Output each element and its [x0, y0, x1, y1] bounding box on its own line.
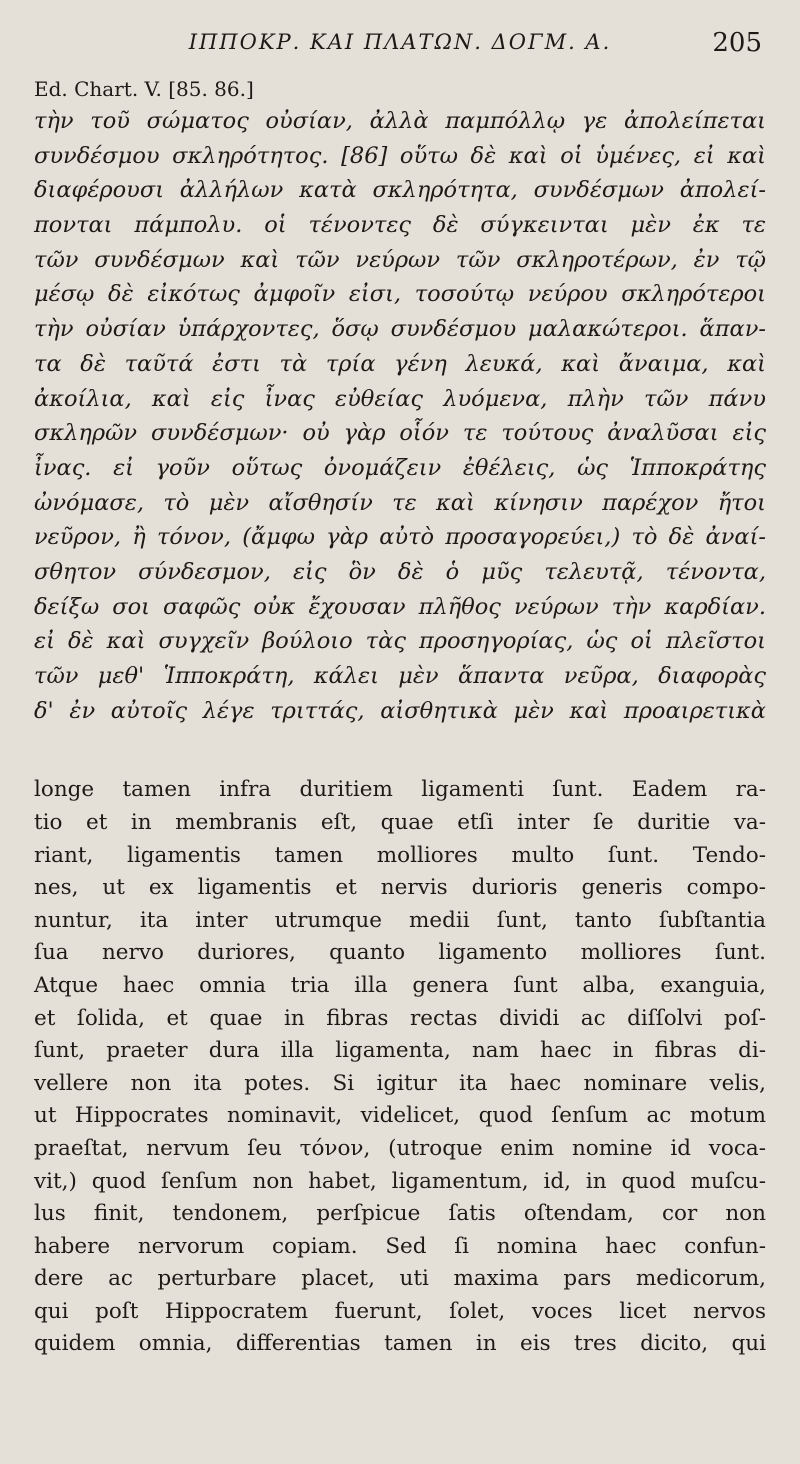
latin-text-block [34, 774, 766, 1361]
latin-line: lus finit, tendonem, perſpicue ſatis oſtendam, cor non [34, 1201, 766, 1227]
greek-line: τῶν μεθ' Ἱπποκράτη, κάλει μὲν ἅπαντα νεῦρα, διαφορὰς [34, 663, 766, 689]
greek-line: ἶνας. εἰ γοῦν οὕτως ὀνομάζειν ἐθέλεις, ὡς Ἱπποκράτης [34, 454, 766, 481]
greek-line: ἀκοίλια, καὶ εἰς ἶνας εὐθείας λυόμενα, πλὴν τῶν πάνυ [34, 385, 766, 412]
greek-line: σθητον σύνδεσμον, εἰς ὃν δὲ ὁ μῦς τελευτᾷ, τένοντα, [34, 558, 766, 585]
greek-line: τὴν τοῦ σώματος οὐσίαν, ἀλλὰ παμπόλλῳ γε ἀπολείπεται [34, 108, 766, 134]
latin-line: ſua nervo duriores, quanto ligamento molliores ſunt. [34, 940, 766, 966]
latin-line: Atque haec omnia tria illa genera ſunt alba, exanguia, [34, 972, 766, 998]
greek-line: νεῦρον, ἢ τόνον, (ἄμφω γὰρ αὐτὸ προσαγορεύει,) τὸ δὲ ἀναί- [34, 524, 766, 551]
latin-line: ſunt, praeter dura illa ligamenta, nam haec in fibras di- [34, 1038, 766, 1064]
running-title: ΙΠΠΟΚΡ. ΚΑΙ ΠΛΑΤΩΝ. ΔΟΓΜ. Α. [188, 30, 612, 54]
greek-line: τῶν συνδέσμων καὶ τῶν νεύρων τῶν σκληροτέρων, ἐν τῷ [34, 246, 766, 273]
greek-line: δείξω σοι σαφῶς οὐκ ἔχουσαν πλῆθος νεύρων τὴν καρδίαν. [34, 593, 766, 620]
greek-line: εἰ δὲ καὶ συγχεῖν βούλοιο τὰς προσηγορίας, ὡς οἱ πλεῖστοι [34, 628, 766, 655]
greek-line: ὠνόμασε, τὸ μὲν αἴσθησίν τε καὶ κίνησιν παρέχον ἤτοι [34, 489, 766, 516]
latin-line: qui poſt Hippocratem fuerunt, ſolet, voces licet nervos [34, 1298, 766, 1324]
latin-line: tio et in membranis eſt, quae etſi inter ſe duritie va- [34, 809, 766, 835]
latin-line: habere nervorum copiam. Sed ſi nomina haec confun- [34, 1233, 766, 1259]
greek-line: τα δὲ ταῦτά ἐστι τὰ τρία γένη λευκά, καὶ ἄναιμα, καὶ [34, 350, 766, 377]
latin-line: dere ac perturbare placet, uti maxima pars medicorum, [34, 1266, 766, 1292]
latin-line: longe tamen infra duritiem ligamenti ſunt. Eadem ra- [34, 777, 766, 803]
greek-line: διαφέρουσι ἀλλήλων κατὰ σκληρότητα, συνδέσμων ἀπολεί- [34, 177, 766, 204]
latin-line: quidem omnia, differentias tamen in eis tres dicito, qui [34, 1331, 766, 1357]
greek-line: πονται πάμπολυ. οἱ τένοντες δὲ σύγκεινται μὲν ἐκ τε [34, 212, 766, 239]
latin-line: nuntur, ita inter utrumque medii ſunt, tanto ſubſtantia [34, 907, 766, 933]
edition-reference: Ed. Chart. V. [85. 86.] [34, 77, 254, 101]
greek-text-block [34, 104, 766, 728]
latin-line: praeſtat, nervum ſeu τόνον, (utroque enim nomine id voca- [34, 1135, 766, 1161]
greek-line: συνδέσμου σκληρότητος. [86] οὕτω δὲ καὶ οἱ ὑμένες, εἰ καὶ [34, 142, 766, 169]
latin-line: nes, ut ex ligamentis et nervis durioris generis compo- [34, 875, 766, 901]
greek-line: τὴν οὐσίαν ὑπάρχοντες, ὅσῳ συνδέσμου μαλακώτεροι. ἅπαν- [34, 316, 766, 343]
page-header [34, 0, 766, 64]
greek-line: δ' ἐν αὐτοῖς λέγε τριττάς, αἰσθητικὰ μὲν καὶ προαιρετικὰ [34, 697, 766, 724]
latin-line: riant, ligamentis tamen molliores multo ſunt. Tendo- [34, 842, 766, 868]
greek-line: μέσῳ δὲ εἰκότως ἀμφοῖν εἰσι, τοσούτῳ νεύρου σκληρότεροι [34, 281, 766, 308]
latin-line: vellere non ita potes. Si igitur ita haec nominare velis, [34, 1070, 766, 1096]
greek-line: σκληρῶν συνδέσμων· οὐ γὰρ οἷόν τε τούτους ἀναλῦσαι εἰς [34, 420, 766, 447]
page-number: 205 [712, 28, 762, 58]
latin-line: et ſolida, et quae in fibras rectas dividi ac diſſolvi poſ- [34, 1005, 766, 1031]
latin-line: ut Hippocrates nominavit, videlicet, quod ſenſum ac motum [34, 1103, 766, 1129]
latin-line: vit,) quod ſenſum non habet, ligamentum, id, in quod muſcu- [34, 1168, 766, 1194]
